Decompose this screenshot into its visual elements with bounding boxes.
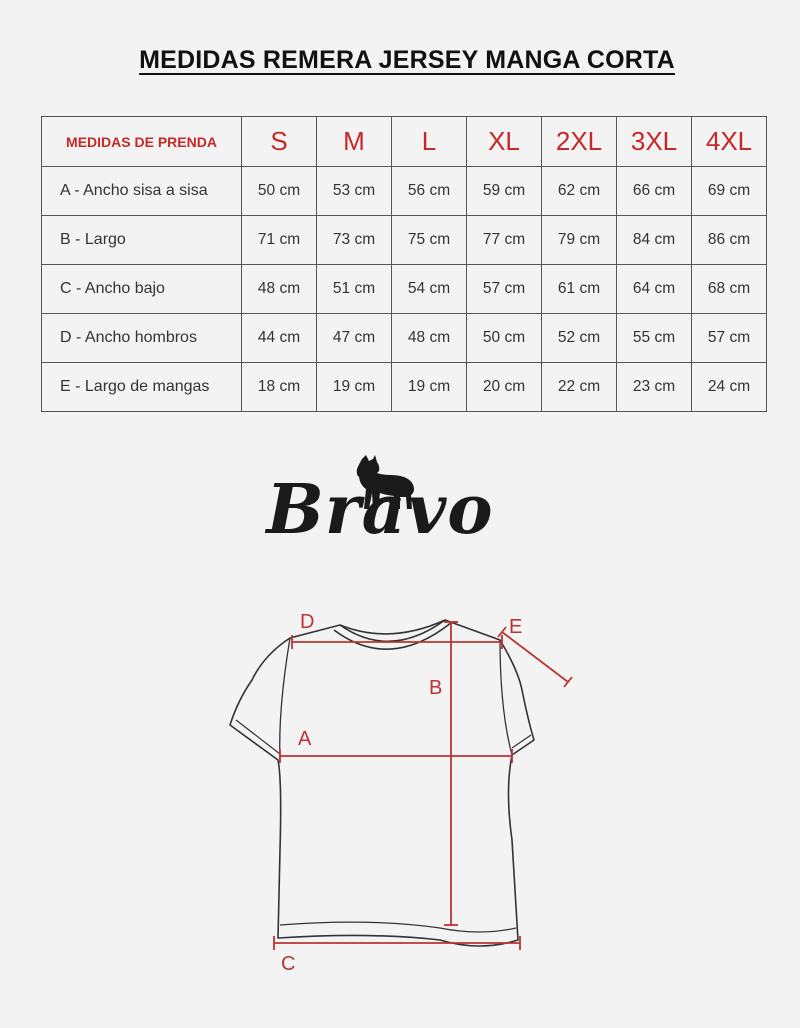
tshirt-outline — [230, 620, 534, 946]
label-e: E — [509, 616, 523, 638]
tshirt-measurement-diagram — [200, 600, 600, 980]
size-header: XL — [467, 117, 542, 167]
table-row — [42, 167, 767, 216]
table-cell: 50 cm — [242, 167, 317, 216]
size-chart-table — [41, 116, 767, 412]
table-cell: 86 cm — [692, 216, 767, 265]
size-header: 4XL — [692, 117, 767, 167]
table-cell: 73 cm — [317, 216, 392, 265]
table-row — [42, 265, 767, 314]
table-cell: 77 cm — [467, 216, 542, 265]
table-cell: 56 cm — [392, 167, 467, 216]
page-title: MEDIDAS REMERA JERSEY MANGA CORTA — [139, 46, 675, 74]
table-cell: 64 cm — [617, 265, 692, 314]
table-cell: 66 cm — [617, 167, 692, 216]
label-c: C — [281, 953, 296, 975]
table-cell: 44 cm — [242, 314, 317, 363]
table-cell: 52 cm — [542, 314, 617, 363]
measurement-lines — [274, 622, 572, 950]
label-b: B — [429, 677, 443, 699]
size-header: L — [392, 117, 467, 167]
size-header: 2XL — [542, 117, 617, 167]
table-cell: 24 cm — [692, 363, 767, 412]
size-header: M — [317, 117, 392, 167]
table-cell: 47 cm — [317, 314, 392, 363]
table-cell: 22 cm — [542, 363, 617, 412]
table-row — [42, 314, 767, 363]
row-label: E - Largo de mangas — [42, 363, 242, 412]
table-row — [42, 216, 767, 265]
table-cell: 75 cm — [392, 216, 467, 265]
table-cell: 51 cm — [317, 265, 392, 314]
table-cell: 19 cm — [392, 363, 467, 412]
size-header: S — [242, 117, 317, 167]
table-cell: 50 cm — [467, 314, 542, 363]
table-cell: 71 cm — [242, 216, 317, 265]
brand-logo-text: Bravo — [266, 470, 494, 550]
row-label: A - Ancho sisa a sisa — [42, 167, 242, 216]
header-label: MEDIDAS DE PRENDA — [42, 117, 242, 167]
table-header-row — [42, 117, 767, 167]
table-cell: 61 cm — [542, 265, 617, 314]
table-cell: 57 cm — [692, 314, 767, 363]
row-label: C - Ancho bajo — [42, 265, 242, 314]
table-row — [42, 363, 767, 412]
label-d: D — [300, 611, 315, 633]
table-cell: 48 cm — [242, 265, 317, 314]
table-cell: 57 cm — [467, 265, 542, 314]
table-cell: 84 cm — [617, 216, 692, 265]
table-cell: 23 cm — [617, 363, 692, 412]
label-a: A — [298, 728, 312, 750]
table-cell: 55 cm — [617, 314, 692, 363]
table-cell: 20 cm — [467, 363, 542, 412]
table-cell: 62 cm — [542, 167, 617, 216]
table-cell: 54 cm — [392, 265, 467, 314]
table-cell: 18 cm — [242, 363, 317, 412]
table-cell: 59 cm — [467, 167, 542, 216]
row-label: D - Ancho hombros — [42, 314, 242, 363]
table-cell: 48 cm — [392, 314, 467, 363]
table-cell: 53 cm — [317, 167, 392, 216]
table-cell: 79 cm — [542, 216, 617, 265]
table-cell: 68 cm — [692, 265, 767, 314]
table-cell: 19 cm — [317, 363, 392, 412]
table-cell: 69 cm — [692, 167, 767, 216]
size-header: 3XL — [617, 117, 692, 167]
row-label: B - Largo — [42, 216, 242, 265]
